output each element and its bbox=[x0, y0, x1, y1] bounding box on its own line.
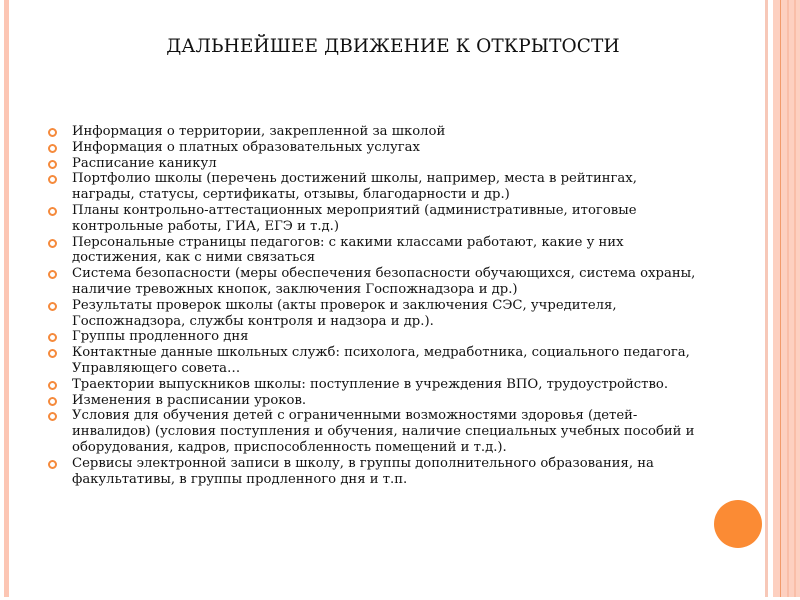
list-item-text: Группы продленного дня bbox=[72, 329, 249, 345]
ring-bullet-icon bbox=[48, 144, 57, 153]
list-item-text: Сервисы электронной записи в школу, в группы дополнительного образования, на факультативы, в группы продленного дня и т.п. bbox=[72, 455, 654, 487]
ring-bullet-icon bbox=[48, 349, 57, 358]
list-item bbox=[48, 408, 698, 455]
list-item bbox=[48, 298, 698, 330]
ring-bullet-icon bbox=[48, 381, 57, 390]
list-item-text: Персональные страницы педагогов: с какими классами работают, какие у них достижения, как с ними связаться bbox=[72, 234, 624, 266]
list-item-text: Контактные данные школьных служб: психолога, медработника, социального педагога, Управляющего совета… bbox=[72, 345, 690, 376]
list-item-text: Траектории выпускников школы: поступление в учреждения ВПО, трудоустройство. bbox=[72, 376, 669, 392]
ring-bullet-icon bbox=[48, 239, 57, 248]
right-decorative-line bbox=[794, 0, 796, 597]
list-item bbox=[48, 235, 698, 267]
ring-bullet-icon bbox=[48, 302, 57, 311]
list-item bbox=[48, 377, 698, 393]
list-item-text: Информация о территории, закрепленной за школой bbox=[72, 124, 446, 139]
list-item-text: Информация о платных образовательных услугах bbox=[72, 139, 420, 155]
list-item bbox=[48, 456, 698, 488]
ring-bullet-icon bbox=[48, 160, 57, 169]
ring-bullet-icon bbox=[48, 175, 57, 184]
list-item bbox=[48, 140, 698, 156]
bullet-list-container bbox=[48, 124, 698, 487]
list-item-text: Система безопасности (меры обеспечения безопасности обучающихся, система охраны, наличие тревожных кнопок, заключения Госпожнадзора и др.) bbox=[72, 266, 696, 297]
list-item bbox=[48, 393, 698, 409]
ring-bullet-icon bbox=[48, 460, 57, 469]
right-decorative-line bbox=[787, 0, 789, 597]
list-item-text: Расписание каникул bbox=[72, 155, 217, 171]
ring-bullet-icon bbox=[48, 207, 57, 216]
list-item bbox=[48, 345, 698, 377]
ring-bullet-icon bbox=[48, 128, 57, 137]
list-item-text: Портфолио школы (перечень достижений школы, например, места в рейтингах, награды, статусы, сертификаты, отзывы, благодарности и др.) bbox=[72, 171, 637, 203]
orange-circle-decoration bbox=[714, 500, 762, 548]
list-item bbox=[48, 203, 698, 235]
list-item-text: Планы контрольно-аттестационных мероприятий (административные, итоговые контрольные работы, ГИА, ЕГЭ и т.д.) bbox=[72, 202, 637, 234]
list-item bbox=[48, 156, 698, 172]
ring-bullet-icon bbox=[48, 333, 57, 342]
ring-bullet-icon bbox=[48, 412, 57, 421]
ring-bullet-icon bbox=[48, 397, 57, 406]
list-item bbox=[48, 124, 698, 140]
slide-title: ДАЛЬНЕЙШЕЕ ДВИЖЕНИЕ К ОТКРЫТОСТИ bbox=[166, 36, 620, 57]
bullet-list bbox=[48, 124, 698, 487]
list-item-text: Изменения в расписании уроков. bbox=[72, 392, 307, 408]
list-item-text: Результаты проверок школы (акты проверок и заключения СЭС, учредителя, Госпожнадзора, службы контроля и надзора и др.). bbox=[72, 297, 617, 329]
right-decorative-line bbox=[780, 0, 781, 597]
list-item bbox=[48, 266, 698, 298]
list-item-text: Условия для обучения детей с ограниченными возможностями здоровья (детей-инвалидов) (условия поступления и обучения, наличие специальных учебных пособий и оборудования, кадров, приспособленность помещений и т.д.). bbox=[72, 408, 695, 455]
list-item bbox=[48, 171, 698, 203]
right-decorative-stripe bbox=[765, 0, 768, 597]
ring-bullet-icon bbox=[48, 270, 57, 279]
left-decorative-stripe bbox=[4, 0, 9, 597]
list-item bbox=[48, 329, 698, 345]
